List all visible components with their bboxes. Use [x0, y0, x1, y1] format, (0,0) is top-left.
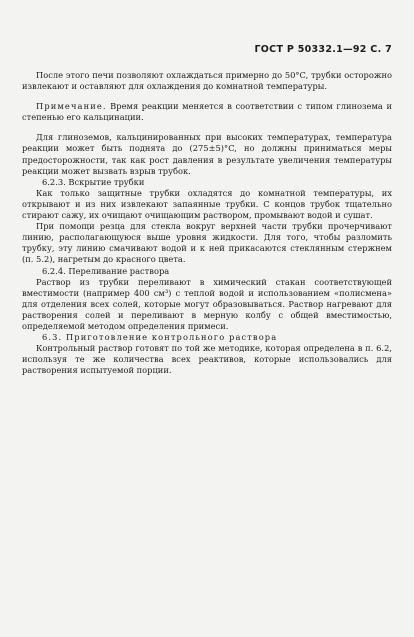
section-6-2-4-heading: 6.2.4. Переливание раствора: [42, 265, 170, 276]
paragraph-control-solution: Контрольный раствор готовят по той же методике, которая определена в п. 6.2, используя те же количества всех реактивов, которые использовались для растворения испытуемой порции.: [22, 343, 392, 376]
note-label: Примечание.: [36, 101, 107, 112]
document-body: [22, 70, 392, 376]
paragraph-pouring: Раствор из трубки переливают в химический стакан соответствующей вместимости (например 400 см³) с теплой водой и использованием «полисмена» для отделения всех солей, которые могут образовываться. Раствор нагревают для растворения солей и переливают в мерную колбу с общей вместимостью, определяемой методом определения примеси.: [22, 276, 392, 331]
paragraph-cutting: При помощи резца для стекла вокруг верхней части трубки прочерчивают линию, располагающуюся выше уровня жидкости. Для того, чтобы разломить трубку, эту линию смачивают водой и к ней прикасаются стеклянным стержнем (п. 5.2), нагретым до красного цвета.: [22, 221, 392, 265]
page-header: ГОСТ Р 50332.1—92 С. 7: [254, 44, 392, 55]
section-6-3-heading: 6.3. Приготовление контрольного раствора: [42, 332, 278, 343]
paragraph-opening: Как только защитные трубки охладятся до комнатной температуры, их открывают и из них извлекают запаянные трубки. С концов трубок тщательно стирают сажу, их очищают очищающим раствором, промывают водой и сушат.: [22, 187, 392, 221]
note: [22, 101, 392, 123]
note-text: Время реакции меняется в соответствии с типом глинозема и степенью его кальцинации.: [22, 101, 392, 123]
paragraph-cooling: После этого печи позволяют охлаждаться примерно до 50°C, трубки осторожно извлекают и оставляют для охлаждения до комнатной температуры.: [22, 70, 392, 92]
paragraph-alumina: Для глиноземов, кальцинированных при высоких температурах, температура реакции может быть поднята до (275±5)°C, но должны приниматься меры предосторожности, так как рост давления в результате увеличения температуры реакции может вызвать взрыв трубок.: [22, 132, 392, 176]
section-6-2-3-heading: 6.2.3. Вскрытие трубки: [42, 176, 145, 187]
